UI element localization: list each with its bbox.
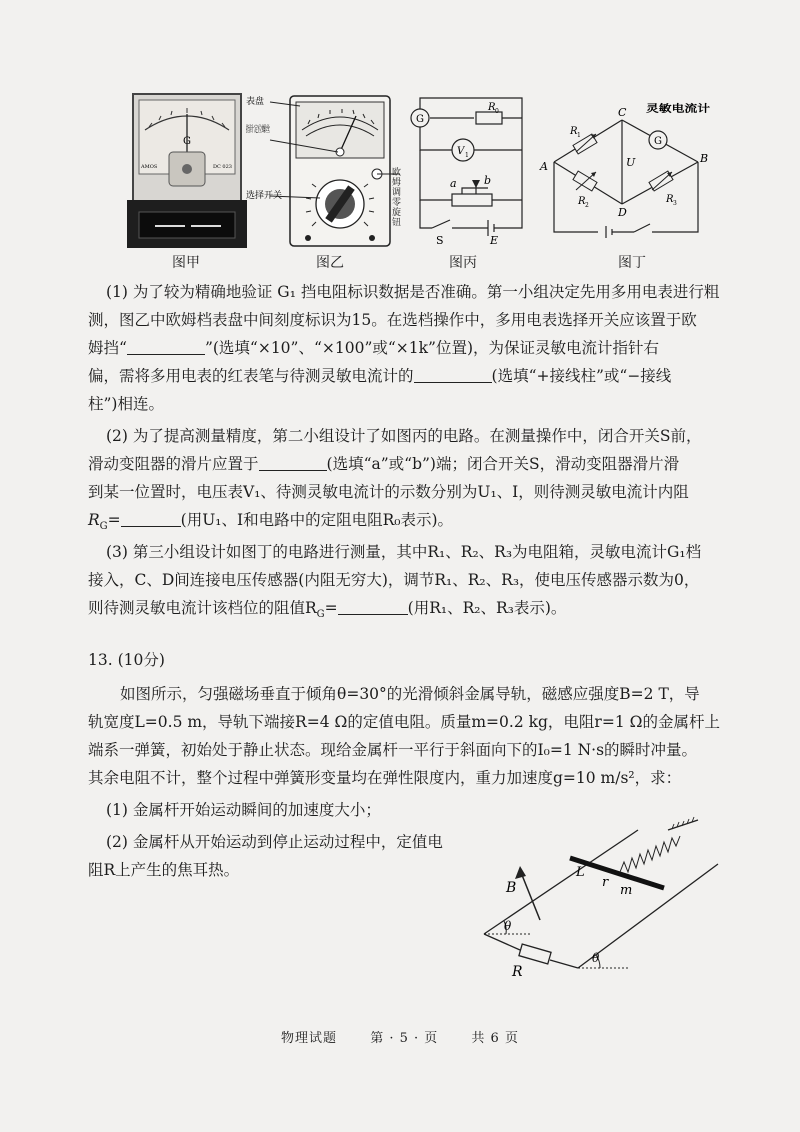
label-biaopan: 表盘 — [246, 97, 265, 107]
bing-g: G — [416, 114, 424, 125]
caption-bing: 图丙 — [449, 255, 477, 271]
ding-title: 灵敏电流计 — [646, 104, 696, 115]
figure-bing — [402, 92, 536, 252]
ding-c: C — [618, 106, 627, 119]
answer-blank-3[interactable] — [259, 455, 327, 472]
caption-jia: 图甲 — [172, 255, 200, 271]
page-footer — [0, 1027, 800, 1046]
meter-right-mark: DC 023 — [213, 164, 232, 170]
footer-total: 共 6 页 — [471, 1031, 519, 1046]
bing-e: E — [490, 234, 499, 247]
rails-m: m — [620, 883, 633, 898]
ding-r2-sub: 2 — [585, 202, 589, 209]
answer-blank-1[interactable] — [127, 339, 205, 356]
bing-a: a — [450, 177, 457, 190]
meter-g-label: G — [183, 136, 191, 147]
bing-s: S — [436, 234, 444, 247]
ding-r1-sub: 1 — [577, 132, 581, 139]
q13-sub2-line2: 阻R上产生的焦耳热。 — [88, 861, 240, 879]
ding-b: B — [700, 152, 709, 165]
rails-diagram — [470, 800, 720, 1000]
ding-r3: R — [666, 194, 674, 205]
bing-v1: V — [457, 146, 465, 157]
figure-jia — [125, 92, 250, 252]
q13-header: 13. (10分) — [88, 651, 165, 669]
rails-theta-1: θ — [504, 919, 512, 933]
ding-g: G — [654, 136, 662, 147]
q13-sub1: (1) 金属杆开始运动瞬间的加速度大小； — [106, 801, 381, 819]
bing-b: b — [484, 174, 492, 187]
caption-ding: 图丁 — [618, 255, 646, 271]
meter-left-mark: AMOS — [141, 164, 158, 170]
galvanometer-photo — [125, 92, 250, 252]
circuit-bing — [402, 92, 536, 252]
multimeter-diagram — [244, 92, 402, 252]
rails-r-small: r — [602, 875, 609, 890]
figure-yi — [244, 92, 402, 252]
answer-blank-5[interactable] — [338, 599, 408, 616]
bing-r0: R — [488, 102, 496, 113]
ding-r3-sub: 3 — [673, 200, 677, 207]
ding-a: A — [540, 160, 548, 173]
footer-subject: 物理试题 — [281, 1031, 338, 1046]
ding-d: D — [618, 206, 627, 219]
answer-blank-4[interactable] — [121, 511, 181, 528]
label-ou-zero: 欧姆调零旋钮 — [392, 168, 402, 228]
bing-r0-sub: 0 — [495, 108, 499, 115]
ding-r1: R — [570, 126, 578, 137]
rails-l: L — [576, 865, 585, 880]
figure-ding — [538, 92, 718, 252]
q13-sub2-line1: (2) 金属杆从开始运动到停止运动过程中，定值电 — [106, 833, 443, 851]
circuit-ding — [538, 92, 718, 252]
label-zhizhen: 指针定位螺丝 — [246, 125, 301, 135]
bing-v1-sub: 1 — [465, 152, 469, 159]
label-xuanze: 选择开关 — [246, 191, 283, 201]
ding-r2: R — [578, 196, 586, 207]
answer-blank-2[interactable] — [414, 367, 492, 384]
figure-rails — [470, 800, 720, 1000]
rails-b: B — [506, 880, 517, 896]
caption-yi: 图乙 — [316, 255, 344, 271]
rails-r: R — [512, 964, 523, 980]
footer-page: 第 · 5 · 页 — [370, 1031, 439, 1046]
rails-theta-2: θ — [592, 951, 600, 965]
ding-u: U — [626, 156, 636, 169]
